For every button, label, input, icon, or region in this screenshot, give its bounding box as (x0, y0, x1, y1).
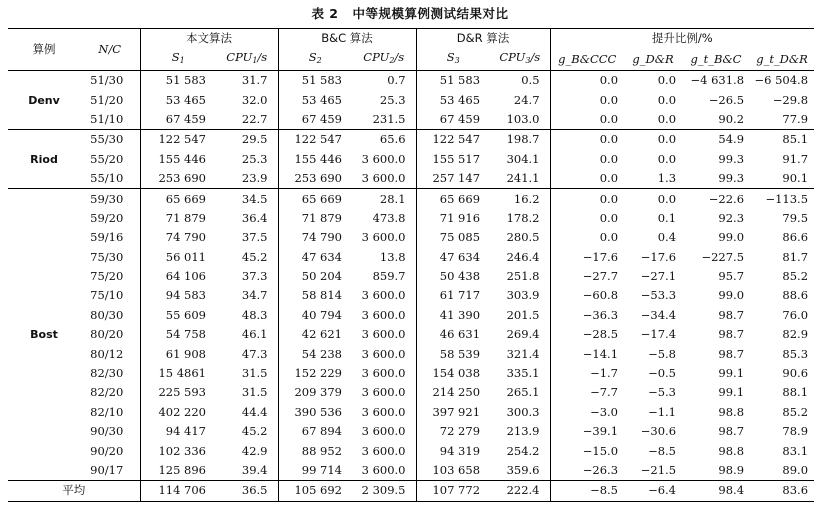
cell-value: 254.2 (506, 443, 540, 458)
cell-value: 251.8 (506, 269, 540, 284)
cell-value: 359.6 (506, 463, 540, 477)
cell-value: −60.8 (550, 286, 624, 305)
cell-value: 154 038 (416, 364, 490, 383)
cell-value: 122 547 (140, 130, 216, 150)
cell-value: 390 536 (278, 403, 352, 422)
cell-value: 83.1 (782, 443, 809, 458)
table-row (8, 228, 814, 247)
cell-nc: 90/30 (90, 424, 124, 439)
cell-value: 28.1 (379, 191, 406, 206)
cell-value: 94 583 (140, 286, 216, 305)
cell-value: 54 238 (278, 344, 352, 363)
average-value: 36.5 (216, 481, 278, 501)
cell-value: −39.1 (550, 422, 624, 441)
cell-value: 34.5 (241, 191, 268, 206)
cell-nc: 80/12 (90, 346, 124, 361)
cell-value: 74 790 (140, 228, 216, 247)
cell-value: 155 446 (140, 150, 216, 169)
cell-value: 152 229 (278, 364, 352, 383)
cell-value: 90.1 (750, 169, 814, 189)
cell-value: 85.1 (782, 132, 809, 147)
cell-value: 34.7 (241, 288, 268, 303)
cell-value: 3 600.0 (361, 463, 406, 477)
cell-value: −27.1 (640, 269, 677, 284)
cell-value: 155 517 (416, 150, 490, 169)
header-s1: $S_1$ (140, 48, 216, 71)
cell-value: 90.2 (682, 110, 750, 130)
cell-value: 67 459 (140, 110, 216, 130)
cell-value: 71 916 (416, 209, 490, 228)
cell-value: 103.0 (490, 110, 550, 130)
cell-value: 41 390 (416, 306, 490, 325)
cell-value: 79.5 (782, 210, 809, 225)
table-row (8, 209, 814, 228)
cell-value: 51 583 (278, 71, 352, 91)
cell-value: 98.9 (718, 463, 745, 477)
cell-value: 37.3 (241, 269, 268, 284)
header-bc: B&C 算法 (278, 29, 416, 49)
table-row (8, 422, 814, 441)
cell-nc: 82/10 (90, 404, 124, 419)
cell-value: 241.1 (490, 169, 550, 189)
cell-value: 23.9 (216, 169, 278, 189)
table-row (8, 130, 814, 150)
cell-value: 53 465 (140, 90, 216, 109)
cell-value: −34.4 (640, 307, 677, 322)
cell-value: 0.0 (550, 169, 624, 189)
cell-value: 85.2 (782, 404, 809, 419)
cell-value: −26.3 (550, 461, 624, 481)
cell-value: 3 600.0 (361, 366, 406, 381)
cell-value: −113.5 (765, 191, 809, 206)
cell-value: 3 600.0 (361, 230, 406, 245)
cell-nc: 59/16 (90, 230, 124, 245)
cell-value: −53.3 (640, 288, 677, 303)
table-body (8, 71, 814, 502)
cell-value: −14.1 (550, 344, 624, 363)
cell-value: 3 600.0 (361, 327, 406, 342)
cell-nc: 51/10 (80, 110, 140, 130)
cell-value: 209 379 (278, 383, 352, 402)
cell-value: 44.4 (241, 404, 268, 419)
cell-nc: 90/17 (90, 463, 124, 477)
cell-value: 300.3 (506, 404, 540, 419)
cell-value: −5.3 (648, 385, 677, 400)
cell-value: 65 669 (140, 189, 216, 209)
cell-value: 321.4 (506, 346, 540, 361)
cell-value: −27.7 (550, 267, 624, 286)
cell-value: 16.2 (513, 191, 540, 206)
group-name: Riod (8, 130, 80, 189)
group-name: Bost (30, 328, 58, 342)
table-row (8, 248, 814, 267)
cell-value: 3 600.0 (361, 288, 406, 303)
table-row (8, 344, 814, 363)
cell-value: 65 669 (278, 189, 352, 209)
cell-value: 65.6 (379, 132, 406, 147)
cell-value: 265.1 (506, 385, 540, 400)
cell-value: 94 417 (140, 422, 216, 441)
table-row (8, 325, 814, 344)
cell-value: 3 600.0 (352, 169, 416, 189)
cell-value: 0.0 (550, 189, 624, 209)
cell-value: 0.0 (550, 209, 624, 228)
cell-value: 98.7 (718, 346, 745, 361)
cell-value: 46 631 (416, 325, 490, 344)
cell-value: 125 896 (140, 461, 216, 481)
cell-value: 269.4 (506, 327, 540, 342)
cell-value: 0.4 (657, 230, 677, 245)
cell-value: −4 631.8 (690, 73, 745, 88)
cell-value: 280.5 (506, 230, 540, 245)
cell-value: −29.8 (772, 92, 809, 107)
cell-value: 71 879 (278, 209, 352, 228)
cell-value: 78.9 (782, 424, 809, 439)
cell-value: 201.5 (506, 307, 540, 322)
cell-value: −17.6 (640, 249, 677, 264)
cell-value: 473.8 (372, 210, 406, 225)
cell-value: 22.7 (216, 110, 278, 130)
cell-value: 231.5 (352, 110, 416, 130)
header-gt-bc: g_t_B&C (690, 51, 742, 66)
cell-value: −0.5 (648, 366, 677, 381)
cell-nc: 80/30 (90, 307, 124, 322)
cell-value: −17.6 (550, 248, 624, 267)
cell-value: 67 459 (278, 110, 352, 130)
group-name: Denv (8, 71, 80, 130)
header-cpu2: $CPU_2/s$ (363, 50, 405, 65)
cell-nc: 75/10 (90, 288, 124, 303)
cell-value: 77.9 (750, 110, 814, 130)
cell-value: −227.5 (701, 249, 745, 264)
header-instance: 算例 (8, 29, 80, 71)
cell-nc: 59/20 (90, 210, 124, 225)
cell-value: 3 600.0 (361, 424, 406, 439)
table-row (8, 403, 814, 422)
cell-value: 99.0 (718, 230, 745, 245)
table-caption (0, 4, 820, 22)
cell-value: 0.0 (657, 73, 677, 88)
cell-value: 53 465 (278, 90, 352, 109)
cell-value: 0.5 (521, 73, 540, 88)
cell-nc: 59/30 (90, 191, 124, 206)
table-row (8, 286, 814, 305)
cell-value: −5.8 (648, 346, 677, 361)
cell-value: 859.7 (372, 269, 406, 284)
header-improve: 提升比例/% (550, 29, 814, 49)
cell-value: 122 547 (416, 130, 490, 150)
cell-value: 58 539 (416, 344, 490, 363)
cell-value: 82.9 (782, 327, 809, 342)
table-number: 表 2 (311, 6, 339, 21)
cell-value: 50 204 (278, 267, 352, 286)
cell-value: 99 714 (278, 461, 352, 481)
cell-value: 51 583 (416, 71, 490, 91)
cell-value: 58 814 (278, 286, 352, 305)
cell-value: 75 085 (416, 228, 490, 247)
cell-value: 25.3 (379, 92, 406, 107)
cell-value: 54 758 (140, 325, 216, 344)
cell-value: 0.0 (550, 90, 624, 109)
cell-value: 50 438 (416, 267, 490, 286)
cell-value: 76.0 (782, 307, 809, 322)
header-nc: N/C (80, 29, 140, 71)
cell-value: 88 952 (278, 441, 352, 460)
cell-value: 86.6 (782, 230, 809, 245)
table-row (8, 169, 814, 189)
cell-value: 225 593 (140, 383, 216, 402)
cell-value: 47.3 (241, 346, 268, 361)
header-s3: $S_3$ (416, 48, 490, 71)
cell-value: 37.5 (241, 230, 268, 245)
cell-value: 36.4 (241, 210, 268, 225)
cell-value: −21.5 (640, 463, 677, 477)
cell-value: 31.5 (241, 366, 268, 381)
cell-value: 42 621 (278, 325, 352, 344)
average-value: 83.6 (750, 481, 814, 501)
cell-value: 1.3 (624, 169, 682, 189)
cell-value: 98.8 (718, 404, 745, 419)
cell-value: −26.5 (708, 92, 745, 107)
cell-value: 51 583 (140, 71, 216, 91)
cell-value: 67 894 (278, 422, 352, 441)
cell-value: 103 658 (416, 461, 490, 481)
header-dr: D&R 算法 (416, 29, 550, 49)
cell-value: 61 908 (140, 344, 216, 363)
table-row (8, 461, 814, 481)
cell-value: −8.5 (648, 443, 677, 458)
average-value: −6.4 (624, 481, 682, 501)
cell-value: −3.0 (550, 403, 624, 422)
cell-value: 88.1 (782, 385, 809, 400)
cell-value: 155 446 (278, 150, 352, 169)
cell-value: 91.7 (782, 151, 809, 166)
cell-value: 3 600.0 (361, 151, 406, 166)
cell-value: 32.0 (241, 92, 268, 107)
cell-nc: 55/30 (90, 132, 124, 147)
cell-nc: 75/20 (90, 269, 124, 284)
table-row (8, 90, 814, 109)
cell-value: 99.3 (682, 169, 750, 189)
cell-value: 0.0 (550, 71, 624, 91)
cell-value: −30.6 (640, 424, 677, 439)
cell-value: 55 609 (140, 306, 216, 325)
cell-value: 198.7 (506, 132, 540, 147)
average-value: 98.4 (682, 481, 750, 501)
cell-value: 99.0 (718, 288, 745, 303)
average-label: 平均 (8, 481, 140, 501)
average-value: 2 309.5 (352, 481, 416, 501)
cell-value: 47 634 (416, 248, 490, 267)
cell-value: −15.0 (550, 441, 624, 460)
cell-value: 72 279 (416, 422, 490, 441)
cell-value: 0.0 (550, 150, 624, 169)
cell-value: −6 504.8 (754, 73, 809, 88)
cell-nc: 75/30 (90, 249, 124, 264)
cell-value: 0.0 (657, 132, 677, 147)
cell-value: 92.3 (718, 210, 745, 225)
cell-value: 0.7 (387, 73, 406, 88)
table-title: 中等规模算例测试结果对比 (352, 6, 509, 21)
cell-value: 397 921 (416, 403, 490, 422)
average-value: −8.5 (550, 481, 624, 501)
average-value: 107 772 (416, 481, 490, 501)
cell-value: 3 600.0 (361, 385, 406, 400)
header-g-dr: g_D&R (632, 51, 674, 66)
cell-value: 40 794 (278, 306, 352, 325)
cell-value: 54.9 (718, 132, 745, 147)
cell-value: 0.0 (550, 110, 624, 130)
cell-value: 98.7 (718, 327, 745, 342)
cell-value: 0.0 (550, 228, 624, 247)
header-cpu1: $CPU_1/s$ (226, 50, 268, 65)
cell-value: 304.1 (506, 151, 540, 166)
table-row (8, 150, 814, 169)
cell-value: 89.0 (782, 463, 809, 477)
cell-value: 64 106 (140, 267, 216, 286)
average-value: 114 706 (140, 481, 216, 501)
cell-value: −7.7 (550, 383, 624, 402)
cell-value: 122 547 (278, 130, 352, 150)
cell-value: 74 790 (278, 228, 352, 247)
cell-value: 0.0 (624, 110, 682, 130)
cell-value: 0.0 (657, 151, 677, 166)
table-row (8, 306, 814, 325)
header-g-bc: g_B&CCC (550, 48, 624, 71)
header-gt-dr: g_t_D&R (756, 51, 808, 66)
cell-value: 253 690 (278, 169, 352, 189)
cell-value: 67 459 (416, 110, 490, 130)
cell-value: 102 336 (140, 441, 216, 460)
cell-value: 90.6 (782, 366, 809, 381)
cell-value: 257 147 (416, 169, 490, 189)
cell-value: 0.0 (657, 92, 677, 107)
table-row (8, 110, 814, 130)
cell-value: 99.1 (718, 385, 745, 400)
average-value: 105 692 (278, 481, 352, 501)
table-row (8, 71, 814, 91)
cell-value: 47 634 (278, 248, 352, 267)
cell-value: 3 600.0 (361, 346, 406, 361)
cell-value: −1.1 (648, 404, 677, 419)
cell-nc: 51/20 (90, 92, 124, 107)
average-row (8, 481, 814, 501)
cell-value: 95.7 (718, 269, 745, 284)
cell-value: 98.7 (718, 307, 745, 322)
cell-value: 98.7 (718, 424, 745, 439)
cell-value: 85.3 (782, 346, 809, 361)
cell-value: 48.3 (241, 307, 268, 322)
cell-value: 42.9 (241, 443, 268, 458)
cell-value: 0.0 (550, 130, 624, 150)
cell-value: 31.5 (241, 385, 268, 400)
cell-nc: 90/20 (90, 443, 124, 458)
cell-value: 13.8 (379, 249, 406, 264)
cell-value: 99.3 (718, 151, 745, 166)
cell-value: 65 669 (416, 189, 490, 209)
cell-value: 402 220 (140, 403, 216, 422)
cell-value: 214 250 (416, 383, 490, 402)
header-cpu3: $CPU_3/s$ (499, 50, 541, 65)
cell-value: −36.3 (550, 306, 624, 325)
cell-value: 335.1 (506, 366, 540, 381)
cell-value: 81.7 (782, 249, 809, 264)
cell-value: 98.8 (718, 443, 745, 458)
cell-value: 0.0 (657, 191, 677, 206)
header-ours: 本文算法 (140, 29, 278, 49)
cell-value: 56 011 (140, 248, 216, 267)
table-row (8, 364, 814, 383)
cell-nc: 82/30 (90, 366, 124, 381)
cell-value: 94 319 (416, 441, 490, 460)
cell-value: 3 600.0 (361, 307, 406, 322)
cell-nc: 82/20 (90, 385, 124, 400)
cell-value: 71 879 (140, 209, 216, 228)
cell-value: 39.4 (241, 463, 268, 477)
cell-value: 61 717 (416, 286, 490, 305)
cell-value: 53 465 (416, 90, 490, 109)
table-row (8, 383, 814, 402)
cell-value: −17.4 (640, 327, 677, 342)
cell-value: −22.6 (708, 191, 745, 206)
cell-value: −1.7 (550, 364, 624, 383)
cell-value: 25.3 (241, 151, 268, 166)
cell-nc: 80/20 (90, 327, 124, 342)
cell-value: 3 600.0 (361, 443, 406, 458)
cell-value: 85.2 (782, 269, 809, 284)
cell-value: 253 690 (140, 169, 216, 189)
cell-value: 45.2 (241, 424, 268, 439)
table-row (8, 189, 814, 209)
cell-value: 88.6 (782, 288, 809, 303)
results-table (8, 28, 814, 502)
cell-value: 3 600.0 (361, 404, 406, 419)
header-s2: $S_2$ (278, 48, 352, 71)
cell-value: 99.1 (718, 366, 745, 381)
cell-value: −28.5 (550, 325, 624, 344)
cell-value: 246.4 (506, 249, 540, 264)
cell-nc: 51/30 (90, 73, 124, 88)
table-row (8, 267, 814, 286)
cell-value: 29.5 (241, 132, 268, 147)
average-value: 222.4 (490, 481, 550, 501)
cell-nc: 55/10 (80, 169, 140, 189)
cell-value: 46.1 (241, 327, 268, 342)
cell-value: 178.2 (506, 210, 540, 225)
cell-value: 0.1 (657, 210, 677, 225)
cell-value: 15 4861 (140, 364, 216, 383)
cell-value: 213.9 (506, 424, 540, 439)
table-row (8, 441, 814, 460)
cell-value: 303.9 (506, 288, 540, 303)
cell-value: 24.7 (513, 92, 540, 107)
cell-value: 31.7 (241, 73, 268, 88)
cell-value: 45.2 (241, 249, 268, 264)
cell-nc: 55/20 (90, 151, 124, 166)
